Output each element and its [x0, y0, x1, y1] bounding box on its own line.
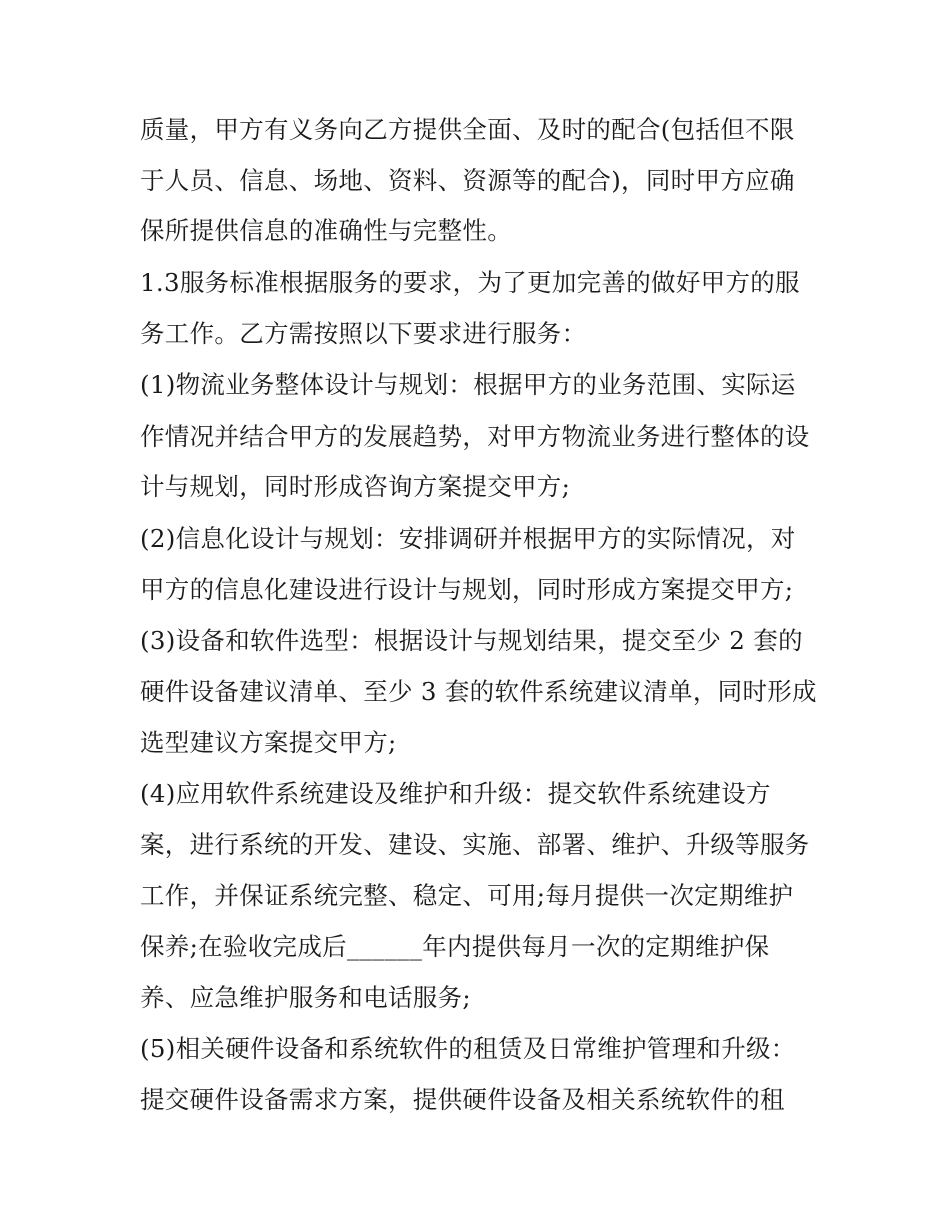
text-line: 甲方的信息化建设进行设计与规划，同时形成方案提交甲方; — [140, 575, 794, 604]
text-line: 务工作。乙方需按照以下要求进行服务： — [140, 319, 587, 348]
text-line: 工作，并保证系统完整、稳定、可用;每月提供一次定期维护 — [140, 881, 794, 910]
text-line: 保所提供信息的准确性与完整性。 — [140, 216, 512, 245]
text-line: 作情况并结合甲方的发展趋势，对甲方物流业务进行整体的设 — [140, 422, 810, 451]
text-line: 硬件设备建议清单、至少 3 套的软件系统建议清单，同时形成 — [140, 677, 817, 706]
list-item-5: (5)相关硬件设备和系统软件的租赁及日常维护管理和升级： — [140, 1034, 796, 1063]
text-line: 提交硬件设备需求方案，提供硬件设备及相关系统软件的租 — [140, 1085, 785, 1114]
text-line: 于人员、信息、场地、资料、资源等的配合)，同时甲方应确 — [140, 166, 795, 195]
text-line: 养、应急维护服务和电话服务; — [140, 983, 471, 1012]
list-item-1: (1)物流业务整体设计与规划：根据甲方的业务范围、实际运 — [140, 370, 796, 399]
list-item-3: (3)设备和软件选型：根据设计与规划结果，提交至少 2 套的 — [140, 626, 803, 655]
list-item-4: (4)应用软件系统建设及维护和升级：提交软件系统建设方 — [140, 779, 771, 808]
text-line: 计与规划，同时形成咨询方案提交甲方; — [140, 472, 571, 501]
text-line: 质量，甲方有义务向乙方提供全面、及时的配合(包括但不限 — [140, 115, 795, 144]
text-line: 案，进行系统的开发、建设、实施、部署、维护、升级等服务 — [140, 830, 810, 859]
section-heading-1-3: 1.3服务标准根据服务的要求，为了更加完善的做好甲方的服 — [140, 268, 800, 297]
text-line: 保养;在验收完成后______年内提供每月一次的定期维护保 — [140, 932, 770, 961]
list-item-2: (2)信息化设计与规划：安排调研并根据甲方的实际情况，对 — [140, 524, 796, 553]
text-line: 选型建议方案提交甲方; — [140, 728, 397, 757]
